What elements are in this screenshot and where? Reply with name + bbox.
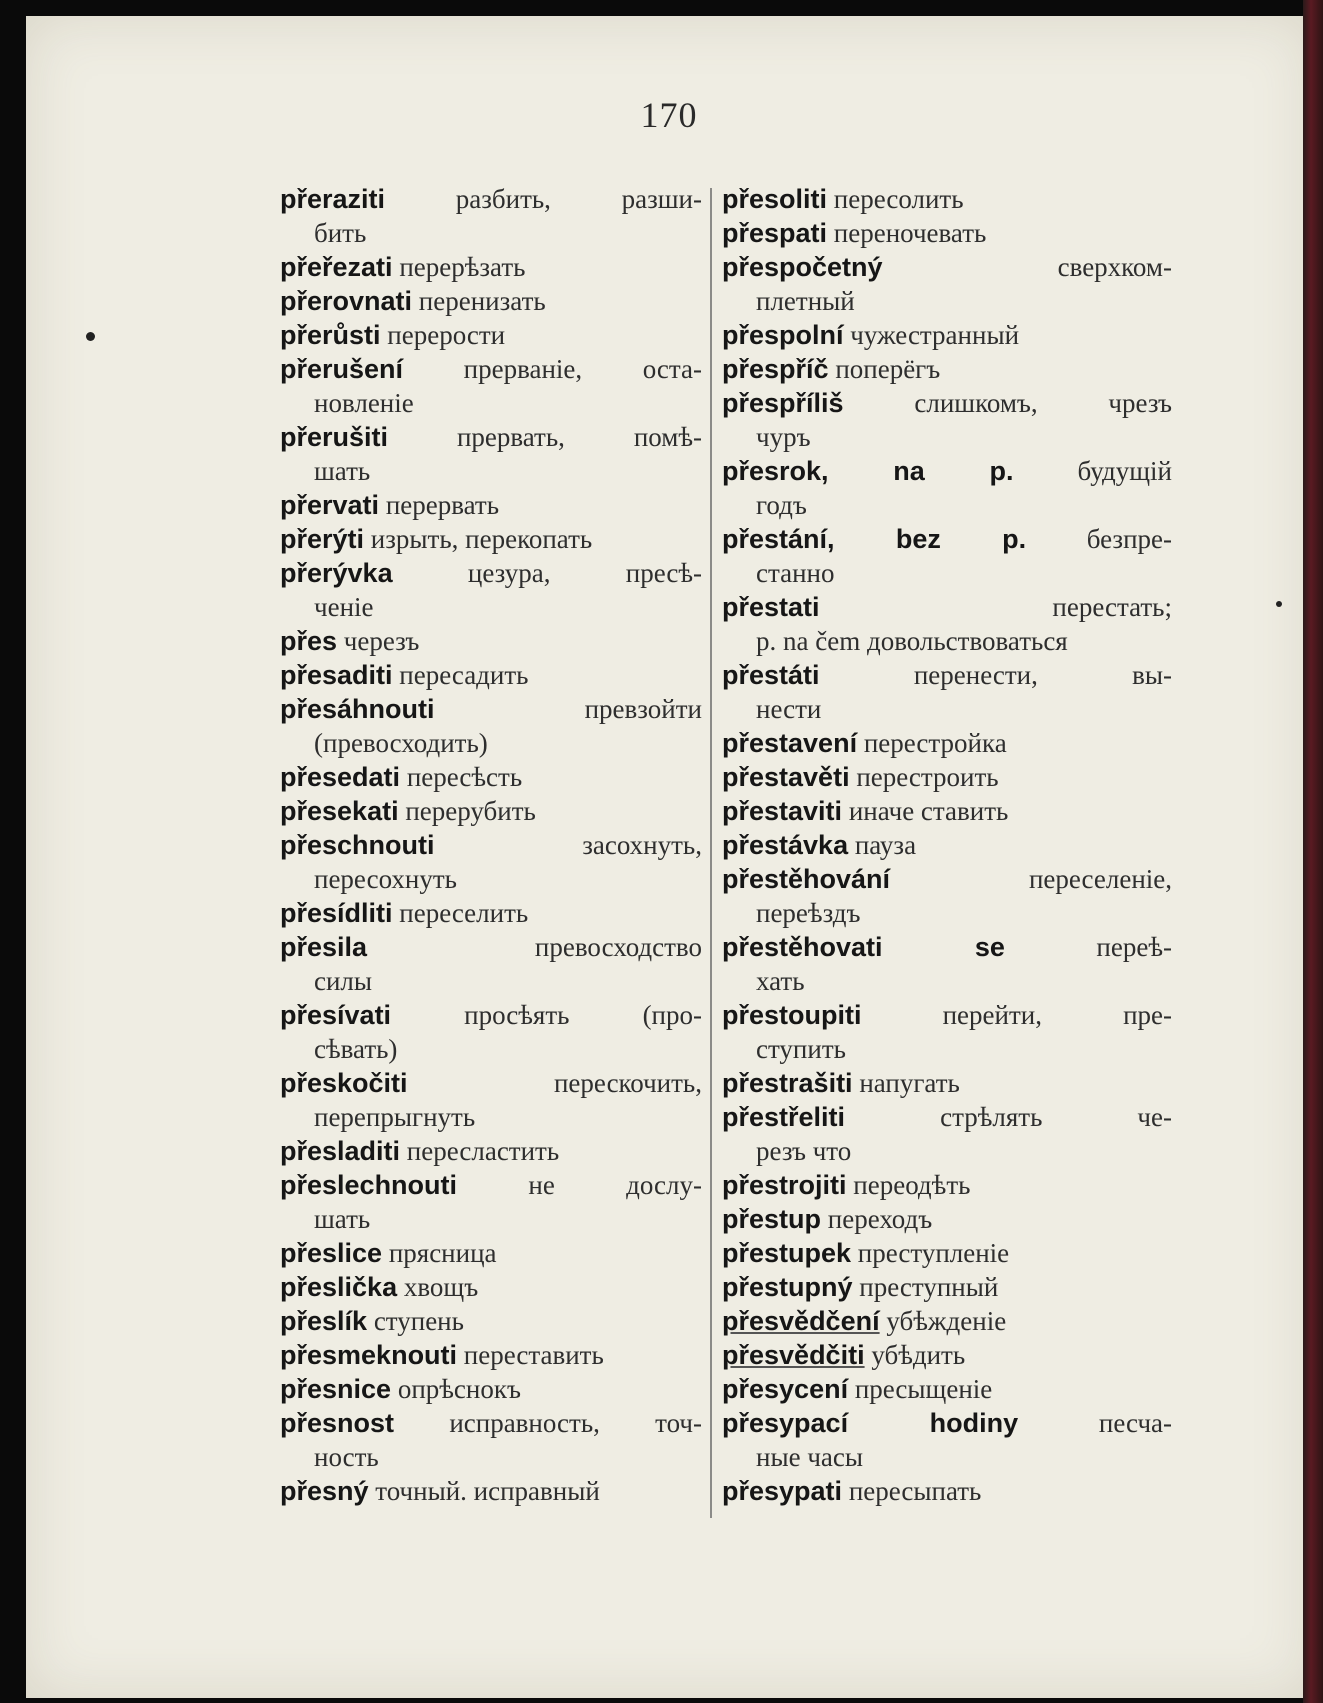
headword: přesáhnouti: [280, 694, 435, 724]
translation: не дослу-: [457, 1170, 702, 1200]
translation: пресыщеніе: [848, 1374, 993, 1404]
translation: исправность, точ-: [394, 1408, 702, 1438]
entry-first-line: [280, 930, 702, 964]
translation: прерваніе, оста-: [403, 354, 702, 384]
dictionary-entry: [722, 726, 1172, 760]
dictionary-entry: [722, 182, 1172, 216]
dictionary-entry: [280, 998, 702, 1066]
entry-first-line: [722, 760, 1172, 794]
headword: přerýti: [280, 524, 365, 554]
headword: přestupný: [722, 1272, 853, 1302]
entry-first-line: [280, 1338, 702, 1372]
headword: přesnice: [280, 1374, 392, 1404]
entry-first-line: [280, 1168, 702, 1202]
headword: přespolní: [722, 320, 844, 350]
translation-continuation: переѣздъ: [756, 898, 861, 928]
translation-continuation: плетный: [756, 286, 855, 316]
translation: перерости: [380, 320, 506, 350]
dictionary-entry: [280, 1168, 702, 1236]
translation: превзойти: [434, 694, 702, 724]
entry-first-line: [722, 1202, 1172, 1236]
headword: přesaditi: [280, 660, 393, 690]
entry-first-line: [280, 1236, 702, 1270]
translation: пересыпать: [842, 1476, 982, 1506]
dictionary-entry: [280, 1338, 702, 1372]
translation: слишкомъ, чрезъ: [843, 388, 1172, 418]
dictionary-entry: [722, 794, 1172, 828]
translation: переодѣть: [846, 1170, 971, 1200]
dictionary-entry: [722, 930, 1172, 998]
dictionary-page: [26, 16, 1312, 1698]
translation: убѣдить: [864, 1340, 966, 1370]
translation: преступный: [852, 1272, 999, 1302]
entry-first-line: [722, 182, 1172, 216]
translation: перенизать: [412, 286, 546, 316]
dictionary-entry: [280, 1134, 702, 1168]
entry-first-line: [722, 590, 1172, 624]
entry-first-line: [722, 828, 1172, 862]
headword: přesný: [280, 1476, 369, 1506]
entry-first-line: [722, 1406, 1172, 1440]
entry-first-line: [280, 1372, 702, 1406]
entry-first-line: [722, 318, 1172, 352]
headword: přesladiti: [280, 1136, 401, 1166]
translation: переселеніе,: [890, 864, 1172, 894]
translation: перескочить,: [407, 1068, 702, 1098]
entry-first-line: [280, 1304, 702, 1338]
translation: превосходство: [367, 932, 702, 962]
dictionary-entry: [280, 794, 702, 828]
translation: сверхком-: [882, 252, 1172, 282]
headword: přerůsti: [280, 320, 381, 350]
dictionary-entry: [280, 692, 702, 760]
dictionary-entry: [722, 318, 1172, 352]
translation: перейти, пре-: [861, 1000, 1172, 1030]
headword: přesnost: [280, 1408, 395, 1438]
dictionary-entry: [280, 522, 702, 556]
headword: přes: [280, 626, 338, 656]
translation-continuation: шать: [314, 456, 371, 486]
translation: изрыть, перекопать: [364, 524, 593, 554]
dictionary-entry: [722, 1236, 1172, 1270]
dictionary-entry: [722, 1168, 1172, 1202]
dictionary-entry: [722, 862, 1172, 930]
translation-continuation: силы: [314, 966, 373, 996]
entry-first-line: [722, 1372, 1172, 1406]
translation: перестроить: [849, 762, 999, 792]
margin-mark: [86, 332, 95, 341]
entry-first-line: [722, 454, 1172, 488]
dictionary-entry: [280, 1406, 702, 1474]
translation-continuation: новленіе: [314, 388, 414, 418]
translation: прясница: [382, 1238, 497, 1268]
dictionary-entry: [722, 522, 1172, 590]
dictionary-entry: [722, 1270, 1172, 1304]
entry-first-line: [280, 1406, 702, 1440]
translation: хвощъ: [397, 1272, 479, 1302]
headword: přestaviti: [722, 796, 843, 826]
headword: přespočetný: [722, 252, 883, 282]
entry-first-line: [722, 522, 1172, 556]
dictionary-entry: [280, 1270, 702, 1304]
headword: přestřeliti: [722, 1102, 846, 1132]
headword: přerovnati: [280, 286, 413, 316]
translation: просѣять (про-: [391, 1000, 702, 1030]
entry-first-line: [280, 692, 702, 726]
entry-first-line: [722, 1338, 1172, 1372]
headword: přesekati: [280, 796, 399, 826]
translation-continuation: резъ что: [756, 1136, 852, 1166]
translation-continuation: бить: [314, 218, 367, 248]
column-divider: [710, 188, 712, 1518]
entry-first-line: [280, 182, 702, 216]
entry-first-line: [280, 998, 702, 1032]
headword: přesypací hodiny: [722, 1408, 1019, 1438]
headword: přestoupiti: [722, 1000, 862, 1030]
entry-first-line: [722, 998, 1172, 1032]
translation: перерѣзать: [392, 252, 526, 282]
entry-first-line: [722, 1474, 1172, 1508]
headword: přestěhovati se: [722, 932, 1005, 962]
translation: опрѣснокъ: [391, 1374, 521, 1404]
translation-continuation: годъ: [756, 490, 807, 520]
translation: переѣ-: [1004, 932, 1172, 962]
entry-first-line: [280, 1066, 702, 1100]
headword: přeslice: [280, 1238, 383, 1268]
entry-first-line: [280, 760, 702, 794]
headword: přespříč: [722, 354, 829, 384]
entry-first-line: [722, 1236, 1172, 1270]
entry-first-line: [280, 624, 702, 658]
entry-first-line: [722, 862, 1172, 896]
headword: přesedati: [280, 762, 401, 792]
entry-first-line: [722, 250, 1172, 284]
translation: пересадить: [392, 660, 529, 690]
headword: přestrašiti: [722, 1068, 853, 1098]
headword: přesvědčiti: [722, 1340, 865, 1370]
translation: песча-: [1018, 1408, 1172, 1438]
entry-first-line: [280, 250, 702, 284]
entry-first-line: [280, 794, 702, 828]
translation-continuation: ченіе: [314, 592, 374, 622]
headword: přeslechnouti: [280, 1170, 458, 1200]
translation-continuation: ные часы: [756, 1442, 864, 1472]
translation: переночевать: [827, 218, 987, 248]
headword: přesypati: [722, 1476, 843, 1506]
entry-first-line: [722, 658, 1172, 692]
headword: přestavěti: [722, 762, 850, 792]
entry-first-line: [280, 658, 702, 692]
entry-first-line: [722, 930, 1172, 964]
headword: přerušiti: [280, 422, 389, 452]
headword: přesrok, na p.: [722, 456, 1014, 486]
dictionary-entry: [722, 386, 1172, 454]
translation: будущій: [1013, 456, 1172, 486]
dictionary-entry: [722, 1372, 1172, 1406]
right-column: [722, 182, 1172, 1508]
headword: přespati: [722, 218, 828, 248]
translation: перерубить: [398, 796, 536, 826]
translation: иначе ставить: [842, 796, 1009, 826]
dictionary-entry: [722, 1202, 1172, 1236]
translation: перервать: [379, 490, 500, 520]
entry-first-line: [722, 216, 1172, 250]
dictionary-entry: [280, 250, 702, 284]
entry-first-line: [280, 1474, 702, 1508]
headword: přestrojiti: [722, 1170, 847, 1200]
headword: přeřezati: [280, 252, 393, 282]
entry-first-line: [280, 1270, 702, 1304]
translation-continuation: станно: [756, 558, 835, 588]
dictionary-entry: [722, 658, 1172, 726]
entry-first-line: [722, 1304, 1172, 1338]
dictionary-entry: [280, 488, 702, 522]
dictionary-entry: [280, 318, 702, 352]
margin-mark: [1276, 601, 1282, 607]
dictionary-entry: [280, 896, 702, 930]
translation: безпре-: [1026, 524, 1172, 554]
translation: пересолить: [827, 184, 964, 214]
translation: пересѣсть: [400, 762, 523, 792]
dictionary-entry: [722, 1304, 1172, 1338]
headword: přeslík: [280, 1306, 368, 1336]
translation: убѣжденіе: [879, 1306, 1007, 1336]
headword: přerývka: [280, 558, 393, 588]
headword: přesoliti: [722, 184, 828, 214]
translation: прервать, помѣ-: [388, 422, 702, 452]
translation: цезура, пресѣ-: [392, 558, 702, 588]
entry-first-line: [722, 1168, 1172, 1202]
dictionary-entry: [280, 1236, 702, 1270]
dictionary-entry: [280, 1474, 702, 1508]
dictionary-entry: [280, 658, 702, 692]
headword: přesmeknouti: [280, 1340, 458, 1370]
translation: перестройка: [857, 728, 1007, 758]
dictionary-entry: [280, 1066, 702, 1134]
translation: преступленіе: [851, 1238, 1010, 1268]
translation: переставить: [457, 1340, 604, 1370]
translation-continuation: перепрыгнуть: [314, 1102, 476, 1132]
headword: přesvědčení: [722, 1306, 880, 1336]
translation-continuation: p. na čem довольствоваться: [756, 626, 1068, 656]
page-number: 170: [640, 95, 698, 135]
dictionary-entry: [280, 624, 702, 658]
dictionary-entry: [280, 182, 702, 250]
dictionary-entry: [722, 216, 1172, 250]
dictionary-entry: [280, 352, 702, 420]
translation-continuation: пересохнуть: [314, 864, 457, 894]
translation: разбить, разши-: [385, 184, 702, 214]
entry-first-line: [280, 318, 702, 352]
entry-first-line: [280, 828, 702, 862]
translation: засохнуть,: [434, 830, 702, 860]
dictionary-entry: [280, 1372, 702, 1406]
translation-continuation: шать: [314, 1204, 371, 1234]
headword: přesídliti: [280, 898, 393, 928]
translation: перенести, вы-: [819, 660, 1172, 690]
entry-first-line: [722, 726, 1172, 760]
dictionary-entry: [722, 352, 1172, 386]
headword: přestup: [722, 1204, 822, 1234]
entry-first-line: [722, 1100, 1172, 1134]
headword: přestupek: [722, 1238, 852, 1268]
headword: přespříliš: [722, 388, 844, 418]
translation: пересластить: [400, 1136, 560, 1166]
headword: přestěhování: [722, 864, 891, 894]
dictionary-entry: [722, 590, 1172, 658]
translation: перестать;: [819, 592, 1172, 622]
dictionary-entry: [722, 828, 1172, 862]
translation-continuation: ность: [314, 1442, 379, 1472]
dictionary-entry: [722, 454, 1172, 522]
translation: чужестранный: [843, 320, 1020, 350]
left-column: [280, 182, 702, 1508]
translation: переходъ: [821, 1204, 933, 1234]
translation: напугать: [852, 1068, 960, 1098]
translation-continuation: (превосходить): [314, 728, 488, 758]
translation: пауза: [848, 830, 917, 860]
dictionary-entry: [722, 1100, 1172, 1168]
headword: přervati: [280, 490, 380, 520]
entry-first-line: [280, 522, 702, 556]
entry-first-line: [722, 1270, 1172, 1304]
headword: přesycení: [722, 1374, 849, 1404]
headword: přesívati: [280, 1000, 392, 1030]
translation: стрѣлять че-: [845, 1102, 1172, 1132]
translation-continuation: чуръ: [756, 422, 811, 452]
translation-continuation: ступить: [756, 1034, 846, 1064]
translation-continuation: сѣвать): [314, 1034, 398, 1064]
dictionary-entry: [280, 930, 702, 998]
entry-first-line: [722, 386, 1172, 420]
headword: přestati: [722, 592, 820, 622]
dictionary-entry: [280, 1304, 702, 1338]
entry-first-line: [280, 488, 702, 522]
headword: přestání, bez p.: [722, 524, 1027, 554]
entry-first-line: [722, 794, 1172, 828]
dictionary-entry: [722, 760, 1172, 794]
headword: přesila: [280, 932, 368, 962]
entry-first-line: [722, 352, 1172, 386]
translation: переселить: [392, 898, 529, 928]
headword: přeskočiti: [280, 1068, 408, 1098]
translation-continuation: нести: [756, 694, 822, 724]
headword: přestávka: [722, 830, 849, 860]
translation: черезъ: [337, 626, 420, 656]
dictionary-entry: [722, 1406, 1172, 1474]
dictionary-entry: [280, 760, 702, 794]
translation: поперёгъ: [828, 354, 941, 384]
dictionary-entry: [280, 284, 702, 318]
entry-first-line: [280, 556, 702, 590]
dictionary-entry: [722, 250, 1172, 318]
translation: точный. исправный: [368, 1476, 600, 1506]
entry-first-line: [280, 284, 702, 318]
book-binding: [1303, 0, 1323, 1703]
headword: přeraziti: [280, 184, 386, 214]
entry-first-line: [280, 896, 702, 930]
dictionary-entry: [722, 1474, 1172, 1508]
headword: přestavení: [722, 728, 858, 758]
headword: přeschnouti: [280, 830, 435, 860]
dictionary-entry: [722, 998, 1172, 1066]
entry-first-line: [722, 1066, 1172, 1100]
dictionary-entry: [722, 1338, 1172, 1372]
dictionary-entry: [280, 420, 702, 488]
dictionary-entry: [722, 1066, 1172, 1100]
headword: přestáti: [722, 660, 820, 690]
entry-first-line: [280, 1134, 702, 1168]
translation-continuation: хать: [756, 966, 805, 996]
headword: přeslička: [280, 1272, 398, 1302]
headword: přerušení: [280, 354, 404, 384]
dictionary-entry: [280, 828, 702, 896]
translation: ступень: [367, 1306, 464, 1336]
dictionary-entry: [280, 556, 702, 624]
entry-first-line: [280, 420, 702, 454]
entry-first-line: [280, 352, 702, 386]
